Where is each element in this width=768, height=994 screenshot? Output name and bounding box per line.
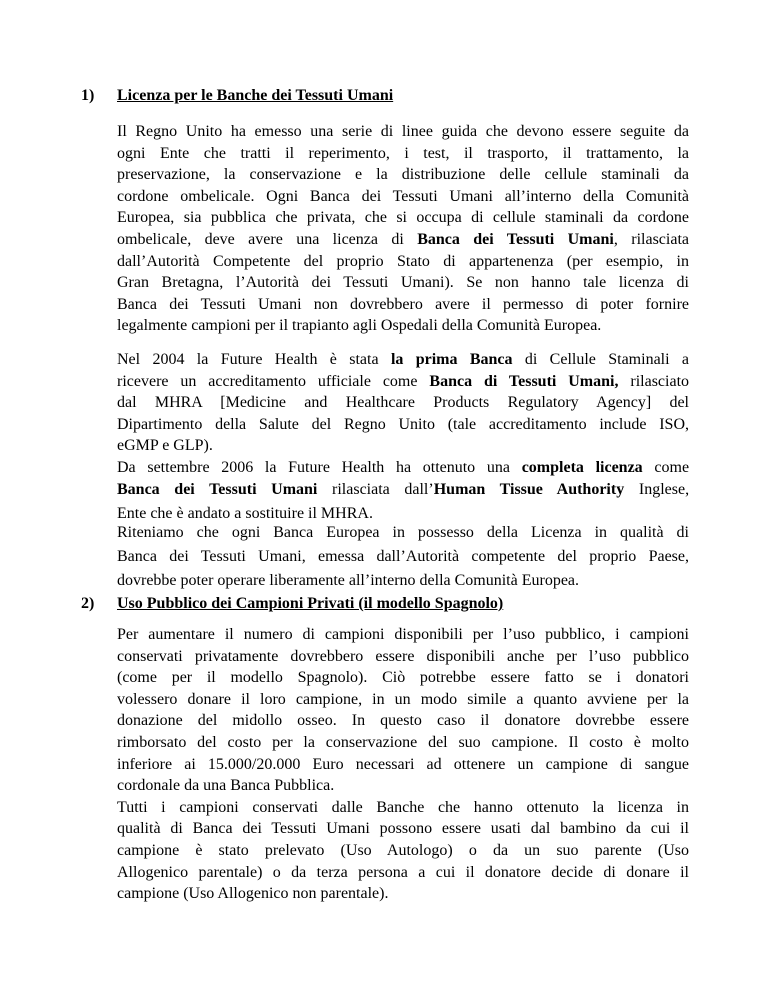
text-line: donazione del midollo osseo. In questo caso il donatore dovrebbe essere	[117, 712, 689, 730]
text-line	[117, 349, 689, 371]
text-line: Banca dei Tessuti Umani non dovrebbero avere il permesso di poter fornire	[117, 295, 689, 313]
bold-term: Banca dei Tessuti Umani	[417, 230, 614, 248]
text-line: dal MHRA [Medicine and Healthcare Products Regulatory Agency] del	[117, 394, 689, 412]
text-fragment: di Cellule Staminali a	[524, 351, 690, 368]
text-line: campione è stato prelevato (Uso Autologo) o da un suo parente (Uso	[117, 841, 689, 859]
text-line: campione (Uso Allogenico non parentale).	[117, 885, 389, 903]
text-line	[117, 229, 689, 251]
section-1-paragraph-3	[117, 521, 689, 593]
text-line: (come per il modello Spagnolo). Ciò potrebbe essere fatto se i donatori	[117, 669, 689, 687]
text-line: cordonale da una Banca Pubblica.	[117, 777, 335, 795]
text-line: Gran Bretagna, l’Autorità dei Tessuti Umani). Se non hanno tale licenza di	[117, 274, 689, 292]
bold-term: Banca dei Tessuti Umani	[117, 480, 318, 498]
text-fragment: come	[654, 458, 690, 476]
text-fragment: Nel 2004 la Future Health è stata	[117, 351, 379, 368]
bold-term: Banca di Tessuti Umani,	[429, 372, 619, 390]
text-line	[117, 371, 689, 393]
text-line: Ente che è andato a sostituire il MHRA.	[117, 504, 373, 522]
text-line: Riteniamo che ogni Banca Europea in possesso della Licenza in qualità di	[117, 524, 689, 541]
text-fragment: , rilasciata	[613, 230, 689, 248]
text-line: Per aumentare il numero di campioni disponibili per l’uso pubblico, i campioni	[117, 626, 689, 643]
text-line	[117, 457, 689, 479]
text-line: Tutti i campioni conservati dalle Banche che hanno ottenuto la licenza in	[117, 798, 689, 816]
text-line	[117, 479, 689, 503]
text-line: ogni Ente che tratti il reperimento, i test, il trasporto, il trattamento, la	[117, 144, 689, 162]
section-2-heading	[81, 594, 503, 614]
text-line: legalmente campioni per il trapianto agli Ospedali della Comunità Europea.	[117, 317, 602, 335]
text-line: Il Regno Unito ha emesso una serie di linee guida che devono essere seguite da	[117, 123, 689, 140]
section-1-paragraph-1	[117, 121, 689, 337]
section-1-number: 1)	[81, 87, 95, 104]
text-line: inferiore ai 15.000/20.000 Euro necessari ad ottenere un campione di sangue	[117, 755, 689, 773]
text-line: eGMP e GLP).	[117, 437, 213, 455]
text-line: dall’Autorità Competente del proprio Stato di appartenenza (per esempio, in	[117, 252, 689, 270]
text-fragment: Da settembre 2006 la Future Health ha ottenuto una	[117, 458, 510, 476]
text-fragment: rilasciata dall’	[332, 480, 434, 498]
text-line: volessero donare il loro campione, in un modo simile a quanto avviene per la	[117, 690, 689, 708]
section-1-heading	[81, 86, 393, 106]
section-2-paragraph-1	[117, 624, 689, 905]
text-line: preservazione, la conservazione e la distribuzione delle cellule staminali da	[117, 166, 689, 184]
text-line: Dipartimento della Salute del Regno Unito (tale accreditamento include ISO,	[117, 415, 689, 433]
text-line: Allogenico parentale) o da terza persona a cui il donatore decide di donare il	[117, 863, 689, 881]
text-line: conservati privatamente dovrebbero essere disponibili anche per l’uso pubblico	[117, 647, 689, 665]
text-fragment: ombelicale, deve avere una licenza di	[117, 230, 404, 248]
text-line: qualità di Banca dei Tessuti Umani possono essere usati dal bambino da cui il	[117, 820, 689, 838]
text-line: Europea, sia pubblica che privata, che si occupa di cellule staminali da cordone	[117, 209, 689, 227]
text-line: rimborsato del costo per la conservazione del suo campione. Il costo è molto	[117, 733, 689, 751]
bold-term: la prima Banca	[390, 351, 513, 368]
bold-term: Human Tissue Authority	[433, 480, 625, 498]
section-2-number: 2)	[81, 595, 95, 612]
text-fragment: rilasciato	[630, 372, 690, 390]
bold-term: completa licenza	[521, 458, 643, 476]
section-1-title: Licenza per le Banche dei Tessuti Umani	[117, 87, 394, 104]
section-1-paragraph-2	[117, 349, 689, 524]
section-2-title: Uso Pubblico dei Campioni Privati (il modello Spagnolo)	[117, 595, 504, 612]
text-line: cordone ombelicale. Ogni Banca dei Tessuti Umani all’interno della Comunità	[117, 187, 689, 205]
text-fragment: ricevere un accreditamento ufficiale come	[117, 372, 418, 390]
text-fragment: Inglese,	[638, 480, 690, 498]
text-line: Banca dei Tessuti Umani, emessa dall’Autorità competente del proprio Paese,	[117, 548, 689, 565]
text-line: dovrebbe poter operare liberamente all’interno della Comunità Europea.	[117, 572, 580, 589]
